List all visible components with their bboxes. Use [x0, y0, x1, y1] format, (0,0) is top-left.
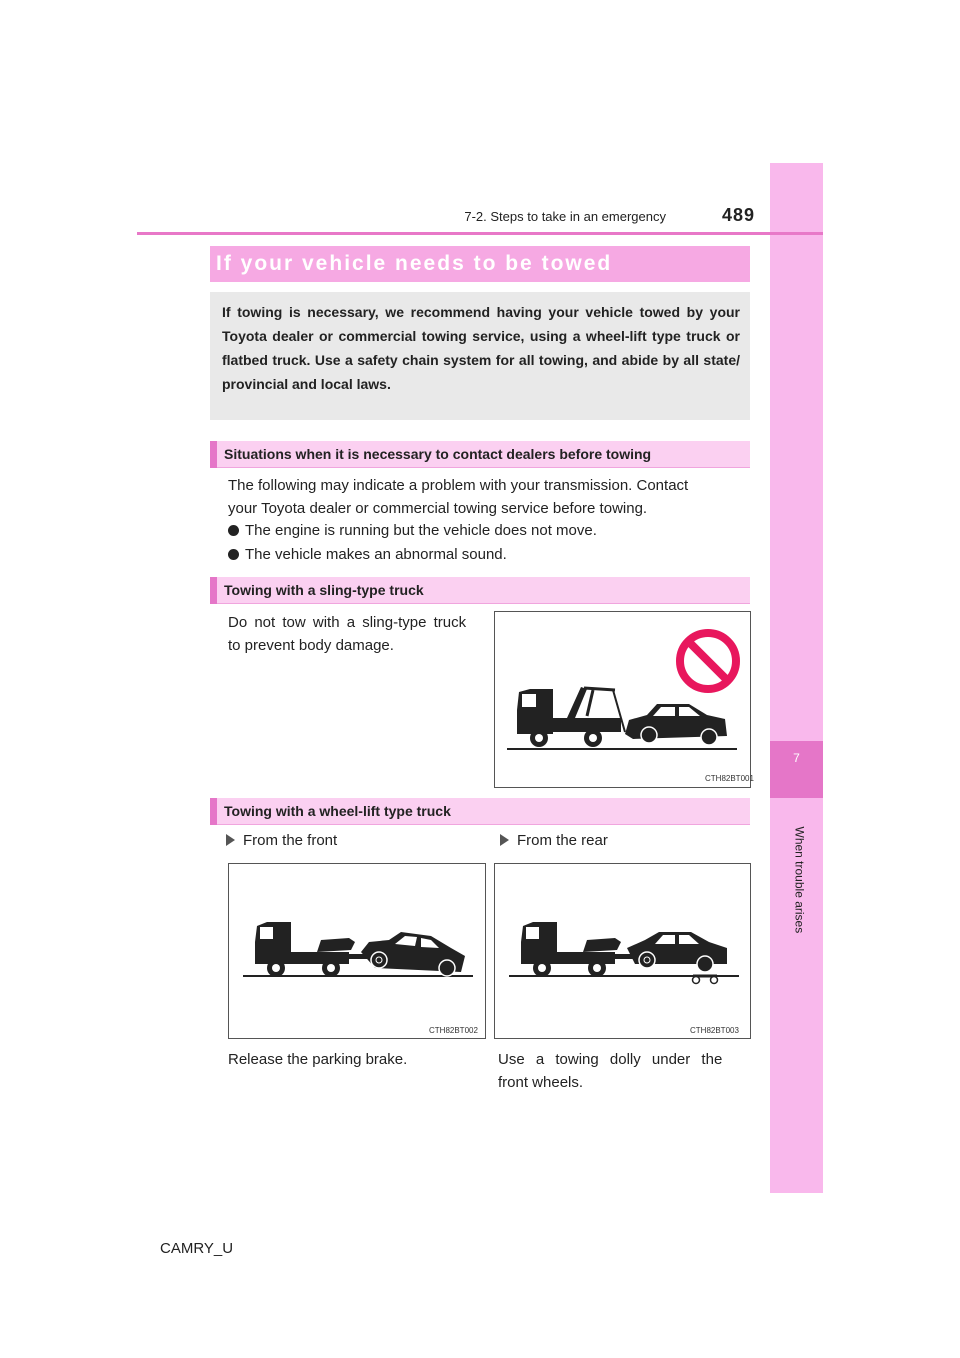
footer-code: CAMRY_U — [160, 1240, 234, 1257]
caption-rear-line1: Use a towing dolly under the — [498, 1051, 723, 1068]
wheel-lift-front-figure — [228, 863, 486, 1039]
section-heading-accent — [210, 577, 217, 604]
wheel-lift-rear-figure — [494, 863, 751, 1039]
body-text-line: The following may indicate a problem with your transmission. Contact — [228, 477, 689, 494]
body-text-line: your Toyota dealer or commercial towing service before towing. — [228, 500, 648, 517]
bullet-icon — [228, 525, 239, 536]
sling-truck-figure — [494, 611, 754, 788]
section-heading-accent — [210, 798, 217, 825]
triangle-bullet-icon — [500, 834, 509, 846]
body-text-line: to prevent body damage. — [228, 637, 394, 654]
wheel-lift-rear-illustration — [495, 864, 750, 1038]
list-item: The vehicle makes an abnormal sound. — [228, 543, 507, 567]
figure-code: CTH82BT003 — [690, 1026, 739, 1035]
header-rule — [137, 232, 823, 235]
section-heading-dealer-contact: Situations when it is necessary to contact dealers before towing — [224, 446, 652, 462]
subheading-front: From the front — [226, 829, 337, 853]
bullet-icon — [228, 549, 239, 560]
side-tab-number-block — [770, 741, 823, 798]
figure-code: CTH82BT001 — [705, 774, 754, 783]
prohibition-icon — [680, 633, 736, 689]
section-heading-accent — [210, 441, 217, 468]
figure-code: CTH82BT002 — [429, 1026, 478, 1035]
section-reference: 7-2. Steps to take in an emergency — [464, 209, 666, 224]
page-title: If your vehicle needs to be towed — [216, 252, 613, 275]
caption-rear-line2: front wheels. — [498, 1074, 584, 1091]
page-number: 489 — [721, 205, 755, 225]
side-tab-number: 7 — [793, 751, 800, 765]
side-tab-label: When trouble arises — [792, 826, 807, 934]
subheading-rear: From the rear — [500, 829, 608, 853]
list-item: The engine is running but the vehicle does not move. — [228, 519, 597, 543]
body-text-line: Do not tow with a sling-type truck — [228, 614, 467, 631]
triangle-bullet-icon — [226, 834, 235, 846]
side-tab — [770, 163, 823, 1193]
intro-text: If towing is necessary, we recommend having your vehicle towed by your Toyota dealer or commercial towing service, using a wheel-lift type truck or flatbed truck. Use a safety chain system for all towing, and abide by all state/ provincial and local laws. — [222, 304, 740, 392]
sling-truck-illustration — [495, 612, 750, 787]
section-heading-sling-truck: Towing with a sling-type truck — [224, 582, 424, 598]
section-heading-wheel-lift: Towing with a wheel-lift type truck — [224, 803, 451, 819]
caption-front: Release the parking brake. — [228, 1051, 408, 1068]
wheel-lift-front-illustration — [229, 864, 485, 1038]
